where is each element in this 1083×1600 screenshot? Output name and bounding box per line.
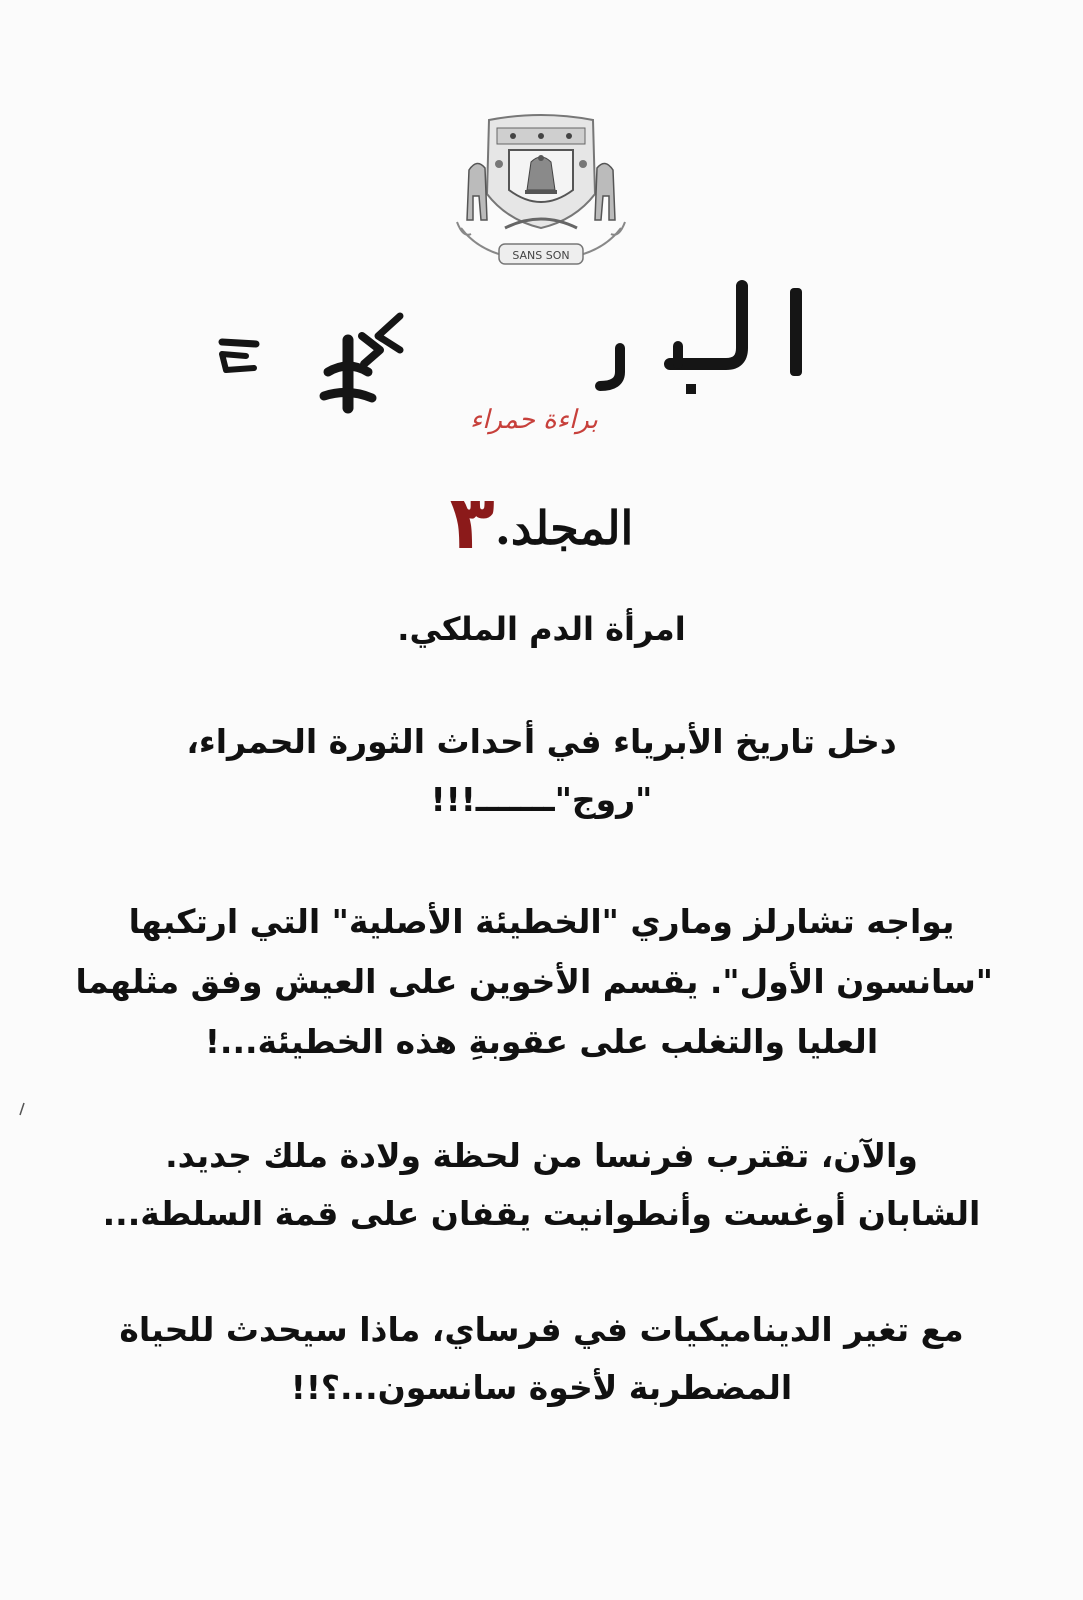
paragraph-4-line-1: مع تغير الديناميكيات في فرساي، ماذا سيحدث للحياة (119, 1310, 964, 1349)
paragraph-4-line-2: المضطربة لأخوة سانسون...؟!! (290, 1368, 793, 1407)
coat-of-arms-logo (455, 110, 627, 272)
paragraph-3-line-2: الشابان أوغست وأنطوانيت يقفان على قمة السلطة... (102, 1194, 981, 1233)
volume-subtitle: امرأة الدم الملكي. (397, 610, 686, 648)
paragraph-1-line-1: دخل تاريخ الأبرياء في أحداث الثورة الحمراء، (186, 722, 897, 761)
handwritten-subtitle: براءة حمراء (470, 405, 598, 435)
stray-mark (18, 1102, 26, 1116)
paragraph-2-line-2: "سانسون الأول". يقسم الأخوين على العيش وفق مثلهما (75, 962, 993, 1001)
volume-number: ٣ (449, 480, 495, 566)
crest-motto: SANS SON (512, 249, 570, 262)
paragraph-2-line-3: العليا والتغلب على عقوبةِ هذه الخطيئة...! (204, 1022, 879, 1061)
paragraph-1-line-2: "روج"ـــــــ!!! (430, 780, 653, 819)
paragraph-3-line-1: والآن، تقترب فرنسا من لحظة ولادة ملك جديد. (165, 1136, 918, 1175)
volume-label: المجلد. (494, 501, 634, 555)
paragraph-2-line-1: يواجه تشارلز وماري "الخطيئة الأصلية" التي ارتكبها (128, 902, 955, 941)
volume-heading (0, 480, 1083, 566)
